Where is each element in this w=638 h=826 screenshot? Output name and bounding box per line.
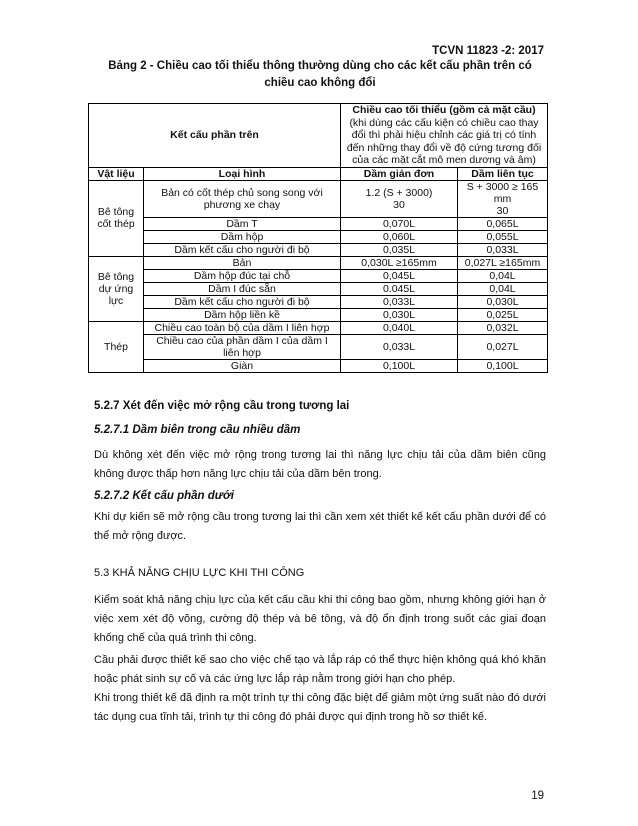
material-cell: Bê tông cốt thép: [89, 180, 144, 256]
type-cell: Dầm hộp liền kề: [144, 308, 341, 321]
simple-span-cell: 0,030L ≥165mm: [341, 256, 458, 269]
section-5-2-7-1: [94, 421, 546, 440]
table-row: [89, 256, 548, 269]
section-5-3-paragraph-2: Cầu phải được thiết kế sao cho việc chế tạo và lắp ráp có thể thực hiện không quá khó khăn hoặc phát sinh sự cố và các ứng lực lắp ráp nằm trong giới hạn cho phép.: [94, 654, 546, 685]
continuous-cell: 0,030L: [458, 295, 548, 308]
table-row: [89, 334, 548, 359]
continuous-cell: 0,100L: [458, 359, 548, 372]
simple-span-cell: 0,035L: [341, 243, 458, 256]
simple-span-cell: 1.2 (S + 3000) 30: [341, 180, 458, 217]
simple-span-cell: 0,033L: [341, 334, 458, 359]
type-cell: Dầm hộp: [144, 230, 341, 243]
table-row: [89, 321, 548, 334]
table-row: [89, 308, 548, 321]
simple-span-cell: 0,030L: [341, 308, 458, 321]
section-5-2-7-1-text: Dù không xét đến việc mở rộng trong tương lai thì năng lực chịu tải của dầm biên cũng không được thấp hơn năng lực chịu tải của dầm bên trong.: [94, 449, 546, 480]
simple-span-cell: 0.045L: [341, 282, 458, 295]
continuous-cell: 0,033L: [458, 243, 548, 256]
standard-number: TCVN 11823 -2: 2017: [432, 45, 544, 57]
simple-span-cell: 0,070L: [341, 217, 458, 230]
type-cell: Giàn: [144, 359, 341, 372]
header-structure: Kết cấu phần trên: [89, 104, 341, 168]
min-height-note: (khi dùng các cấu kiện có chiều cao thay đổi thì phải hiệu chỉnh các giá trị có tính đến những thay đổi về độ cứng tương đối của các mặt cắt mô men dương và âm): [346, 116, 542, 166]
simple-span-cell: 0,033L: [341, 295, 458, 308]
table-body: [89, 180, 548, 372]
section-5-2-7-title: 5.2.7 Xét đến việc mở rộng cầu trong tương lai: [94, 400, 350, 412]
table-caption: Bảng 2 - Chiều cao tối thiểu thông thường dùng cho các kết cấu phần trên có chiều cao không đổi: [108, 60, 532, 89]
table-row: [89, 295, 548, 308]
section-5-2-7-2-text-block: [94, 508, 546, 546]
continuous-cell: 0,065L: [458, 217, 548, 230]
min-depth-table: [88, 103, 548, 373]
section-5-2-7: [94, 397, 546, 416]
section-5-2-7-2-text: Khi dự kiến sẽ mở rộng cầu trong tương lai thì cần xem xét thiết kế kết cấu phần dưới để có thể mở rộng được.: [94, 511, 546, 542]
section-5-2-7-2: [94, 487, 546, 506]
col-type: Loại hình: [144, 167, 341, 180]
table-row: [89, 180, 548, 217]
table-row: [89, 243, 548, 256]
type-cell: Bản: [144, 256, 341, 269]
type-cell: Dầm T: [144, 217, 341, 230]
section-5-2-7-1-text-block: [94, 446, 546, 484]
type-cell: Dầm I đúc sẵn: [144, 282, 341, 295]
simple-span-cell: 0,040L: [341, 321, 458, 334]
type-cell: Dầm hộp đúc tại chỗ: [144, 269, 341, 282]
section-5-3-body: [94, 591, 546, 727]
col-simple-span: Dầm giản đơn: [341, 167, 458, 180]
section-5-3-paragraph-3: Khi trong thiết kế đã định ra một trình tự thi công đặc biệt để giảm một ứng suất nào đó dưới tác dụng cua tĩnh tải, trình tự thi công đó phải được qui định trong hồ sơ thiết kế.: [94, 692, 546, 723]
continuous-cell: S + 3000 ≥ 165 mm 30: [458, 180, 548, 217]
type-cell: Chiều cao của phần dầm I của dầm I liên hợp: [144, 334, 341, 359]
simple-span-cell: 0,045L: [341, 269, 458, 282]
continuous-cell: 0,032L: [458, 321, 548, 334]
continuous-cell: 0,04L: [458, 269, 548, 282]
page-number: 19: [531, 790, 544, 802]
type-cell: Chiều cao toàn bộ của dầm I liên hợp: [144, 321, 341, 334]
table-row: [89, 230, 548, 243]
table-row: [89, 359, 548, 372]
continuous-cell: 0,027L: [458, 334, 548, 359]
continuous-cell: 0,027L ≥165mm: [458, 256, 548, 269]
material-cell: Thép: [89, 321, 144, 372]
header-min-height: [341, 104, 548, 168]
min-height-title: Chiều cao tối thiểu (gồm cả mặt cầu): [352, 104, 536, 116]
section-5-2-7-2-title: 5.2.7.2 Kết cấu phần dưới: [94, 490, 234, 502]
section-5-2-7-1-title: 5.2.7.1 Dầm biên trong cầu nhiều dầm: [94, 424, 301, 436]
section-5-3-title: 5.3 KHẢ NĂNG CHỊU LỰC KHI THI CÔNG: [94, 567, 305, 579]
type-cell: Bản có cốt thép chủ song song với phương xe chạy: [144, 180, 341, 217]
continuous-cell: 0,04L: [458, 282, 548, 295]
section-5-3: [94, 564, 546, 583]
type-cell: Dầm kết cấu cho người đi bộ: [144, 243, 341, 256]
table-row: [89, 269, 548, 282]
table-row: [89, 217, 548, 230]
section-5-3-paragraph-1: Kiểm soát khả năng chịu lực của kết cấu cầu khi thi công bao gồm, nhưng không giới hạn ở việc xem xét độ võng, cường độ thép và bê tông, và độ ổn định trong suốt các giai đoạn khống chế của quá trình thi công.: [94, 594, 546, 644]
material-cell: Bê tông dự ứng lực: [89, 256, 144, 321]
col-material: Vật liệu: [89, 167, 144, 180]
continuous-cell: 0,025L: [458, 308, 548, 321]
col-continuous: Dầm liên tục: [458, 167, 548, 180]
simple-span-cell: 0,060L: [341, 230, 458, 243]
continuous-cell: 0,055L: [458, 230, 548, 243]
type-cell: Dầm kết cấu cho người đi bộ: [144, 295, 341, 308]
simple-span-cell: 0,100L: [341, 359, 458, 372]
table-row: [89, 282, 548, 295]
